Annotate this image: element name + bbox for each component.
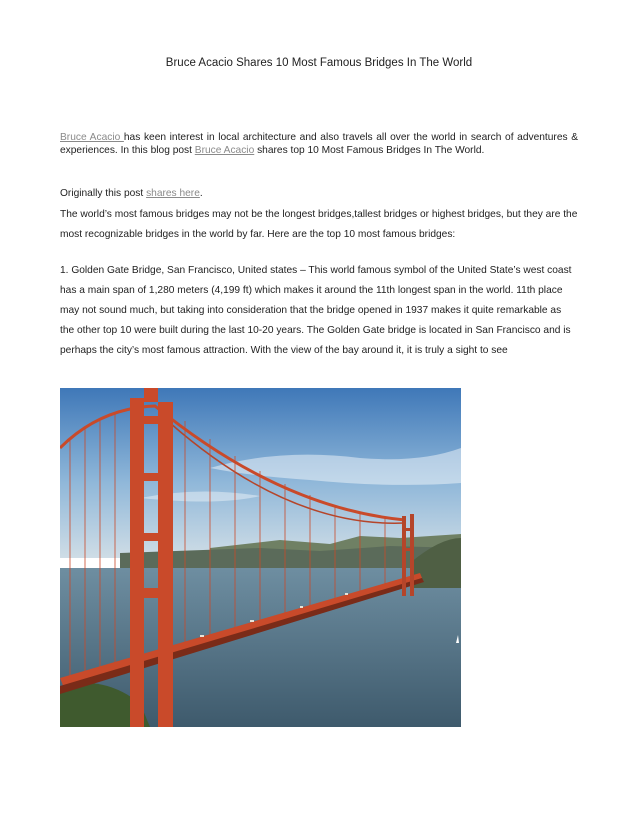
document-title: Bruce Acacio Shares 10 Most Famous Bridges In The World: [165, 57, 473, 69]
intro-paragraph: [60, 131, 578, 157]
original-suffix: .: [199, 188, 203, 199]
original-prefix: Originally this post: [60, 188, 147, 199]
bridges-intro-paragraph: The world’s most famous bridges may not be the longest bridges,tallest bridges or highest bridges, but they are the most recognizable bridges in the world by far. Here are the top 10 most famous bridges:: [60, 209, 578, 240]
author-link[interactable]: Bruce Acacio: [60, 132, 124, 143]
golden-gate-paragraph: 1. Golden Gate Bridge, San Francisco, United states – This world famous symbol of the United State’s west coast has a main span of 1,280 meters (4,199 ft) which makes it around the 11th longest span in the world. 11th place may not sound much, but taking into consideration that the bridge opened in 1937 makes it quite remarkable as the other top 10 were built during the last 10-20 years. The Golden Gate bridge is located in San Francisco and is perhaps the city’s most famous attraction. With the view of the bay around it, it is truly a sight to see: [60, 265, 572, 356]
golden-gate-bridge-photo: [60, 388, 461, 727]
author-link-2[interactable]: Bruce Acacio: [194, 145, 255, 156]
shares-here-link[interactable]: shares here: [146, 188, 200, 199]
intro-text-1: has keen interest in local architecture and also travels all over the world in search of adventures & experiences. In this blog post: [60, 132, 578, 156]
intro-text-2: shares top 10 Most Famous Bridges In The World.: [254, 145, 485, 156]
original-post-line: [60, 188, 203, 199]
